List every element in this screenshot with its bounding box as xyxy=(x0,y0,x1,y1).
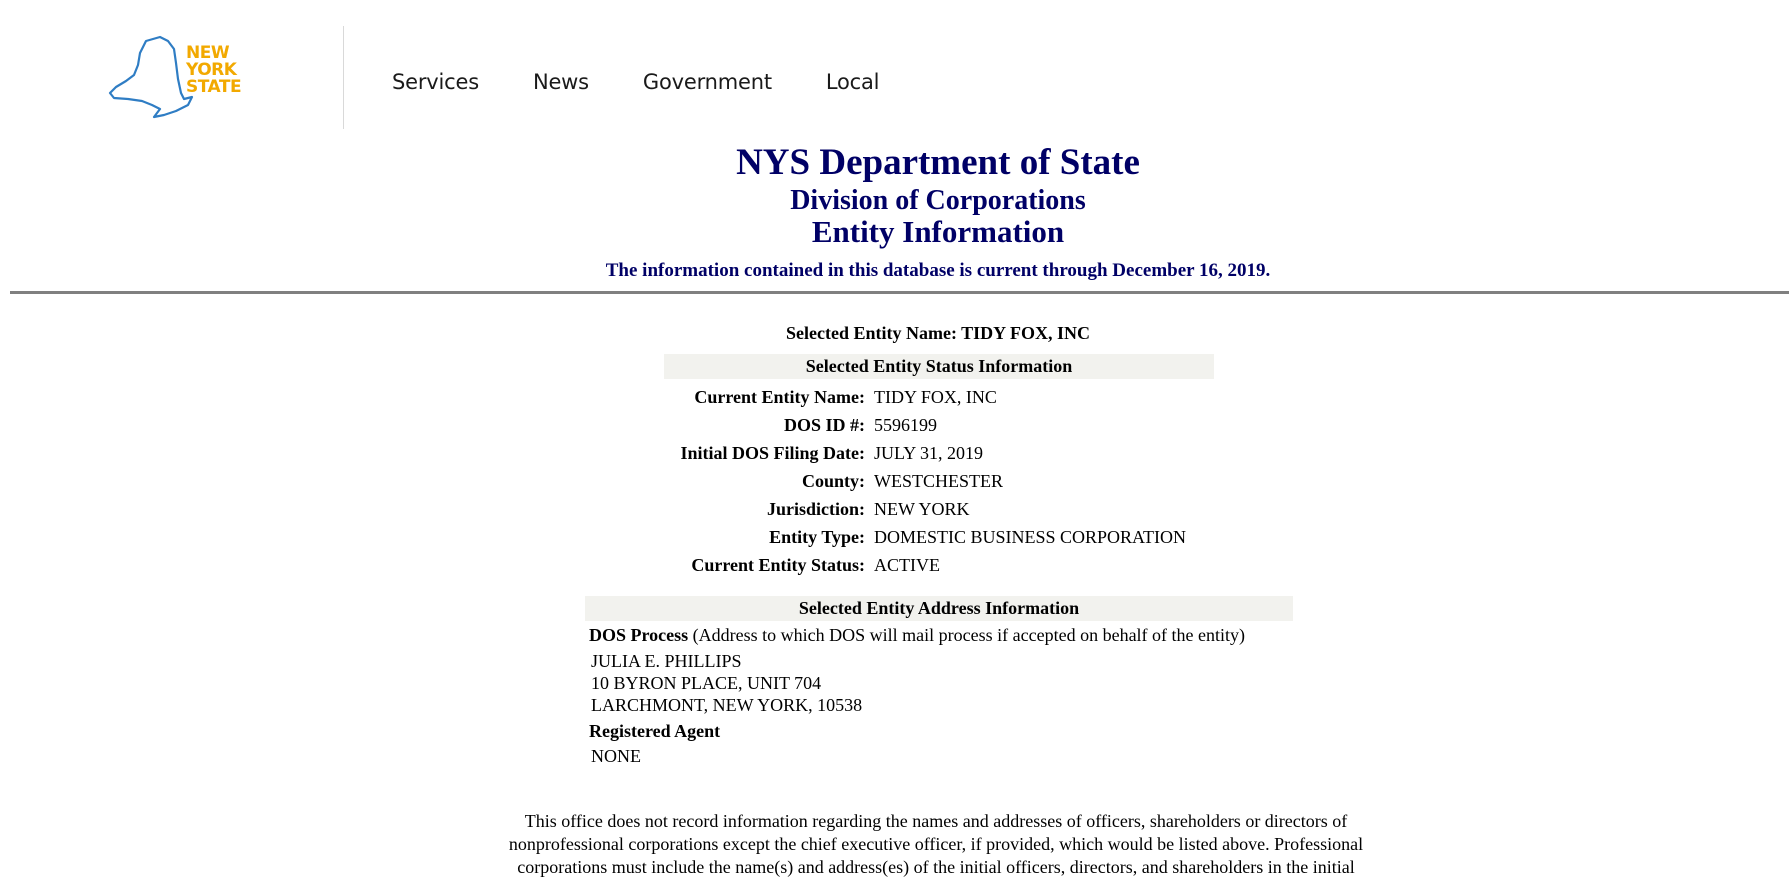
status-value: JULY 31, 2019 xyxy=(874,443,984,463)
status-label: Current Entity Name: xyxy=(694,387,865,407)
logo-line-york: YORK xyxy=(186,60,237,80)
logo-line-state: STATE xyxy=(186,77,242,97)
status-value: DOMESTIC BUSINESS CORPORATION xyxy=(874,527,1187,547)
header-divider xyxy=(343,26,344,129)
status-label: Entity Type: xyxy=(769,527,865,547)
status-value: NEW YORK xyxy=(874,499,970,519)
status-value: TIDY FOX, INC xyxy=(874,387,997,407)
section-title: Entity Information xyxy=(811,214,1065,249)
site-header xyxy=(0,0,1789,140)
status-row xyxy=(664,495,1186,523)
dos-process-line xyxy=(589,624,1245,646)
address-block xyxy=(589,624,1245,767)
address-line: 10 BYRON PLACE, UNIT 704 xyxy=(591,673,822,693)
status-label: Jurisdiction: xyxy=(766,499,865,519)
status-label: Initial DOS Filing Date: xyxy=(680,443,865,463)
address-line: LARCHMONT, NEW YORK, 10538 xyxy=(591,695,863,715)
nav-news[interactable]: News xyxy=(532,70,589,94)
status-row xyxy=(664,523,1186,551)
status-row xyxy=(664,383,1186,411)
status-value: ACTIVE xyxy=(874,555,940,575)
registered-agent-label: Registered Agent xyxy=(589,721,721,741)
status-row xyxy=(664,551,1186,579)
status-section-heading: Selected Entity Status Information xyxy=(664,354,1214,379)
nav-government[interactable]: Government xyxy=(642,70,772,94)
registered-agent-value: NONE xyxy=(591,746,641,766)
address-line: JULIA E. PHILLIPS xyxy=(591,651,742,671)
dos-process-address xyxy=(591,650,1245,716)
dos-process-label: DOS Process xyxy=(589,625,689,645)
address-section-heading: Selected Entity Address Information xyxy=(585,596,1293,621)
department-title: NYS Department of State xyxy=(736,142,1140,183)
disclaimer-text: This office does not record information regarding the names and addresses of officers, shareholders or directors of nonprofessional corporations except the chief executive officer, if provided, which would be listed above. Professional corporations must include the name(s) and address(es) of the initial officers, directors, and shareholders in the initial xyxy=(508,811,1364,877)
status-row xyxy=(664,439,1186,467)
currency-note: The information contained in this database is current through December 16, 2019. xyxy=(605,260,1271,281)
logo-wordmark xyxy=(186,45,241,96)
status-label: Current Entity Status: xyxy=(691,555,865,575)
selected-entity-label: Selected Entity Name: xyxy=(786,323,957,343)
status-value: WESTCHESTER xyxy=(874,471,1003,491)
new-york-state-map-icon xyxy=(108,35,198,120)
nav-services[interactable]: Services xyxy=(392,70,479,94)
dos-process-note: (Address to which DOS will mail process if accepted on behalf of the entity) xyxy=(692,625,1246,645)
horizontal-rule xyxy=(10,291,1789,294)
selected-entity-name xyxy=(0,323,1789,344)
page-titles xyxy=(0,141,1789,282)
main-nav xyxy=(392,70,933,94)
status-label: County: xyxy=(801,471,865,491)
division-title: Division of Corporations xyxy=(790,185,1086,216)
status-value: 5596199 xyxy=(874,415,937,435)
status-row xyxy=(664,411,1186,439)
selected-entity-value: TIDY FOX, INC xyxy=(961,323,1090,343)
nav-local[interactable]: Local xyxy=(825,70,880,94)
nys-logo[interactable] xyxy=(108,35,248,120)
status-label: DOS ID #: xyxy=(783,415,865,435)
status-row xyxy=(664,467,1186,495)
logo-line-new: NEW xyxy=(186,43,230,63)
status-table xyxy=(664,383,1186,579)
